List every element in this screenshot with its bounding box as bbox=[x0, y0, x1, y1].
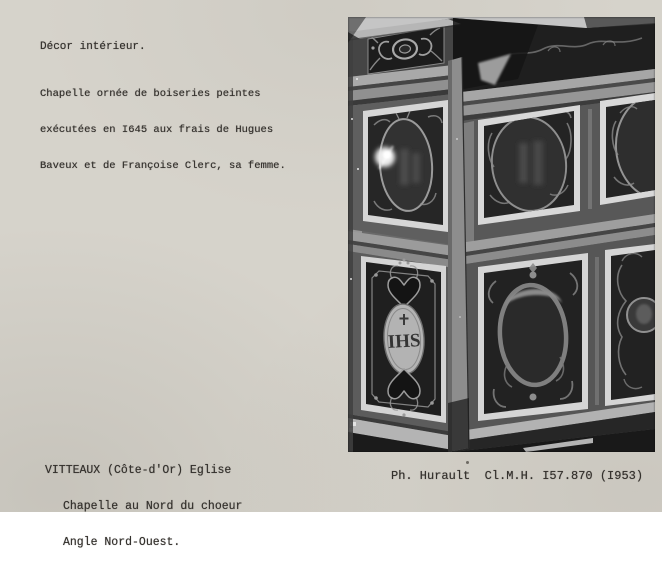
photograph-chapel-corner bbox=[348, 17, 655, 452]
description-block bbox=[40, 64, 286, 196]
location-line: VITTEAUX (Côte-d'Or) Eglise bbox=[45, 464, 232, 477]
description-line: Chapelle ornée de boiseries peintes bbox=[40, 88, 261, 100]
location-line: Angle Nord-Ouest. bbox=[63, 536, 181, 549]
photo-credit: Ph. Hurault Cl.M.H. I57.870 (I953) bbox=[391, 469, 644, 483]
photo-rendering bbox=[348, 17, 655, 452]
description-line: Baveux et de Françoise Clerc, sa femme. bbox=[40, 160, 286, 172]
ihs-monogram: IHS bbox=[387, 330, 422, 353]
location-block bbox=[45, 441, 242, 573]
heading-decor-interieur: Décor intérieur. bbox=[40, 41, 146, 53]
ink-speck bbox=[466, 461, 469, 464]
description-line: exécutées en I645 aux frais de Hugues bbox=[40, 124, 274, 136]
location-line: Chapelle au Nord du choeur bbox=[63, 500, 243, 513]
left-wall bbox=[348, 17, 453, 452]
